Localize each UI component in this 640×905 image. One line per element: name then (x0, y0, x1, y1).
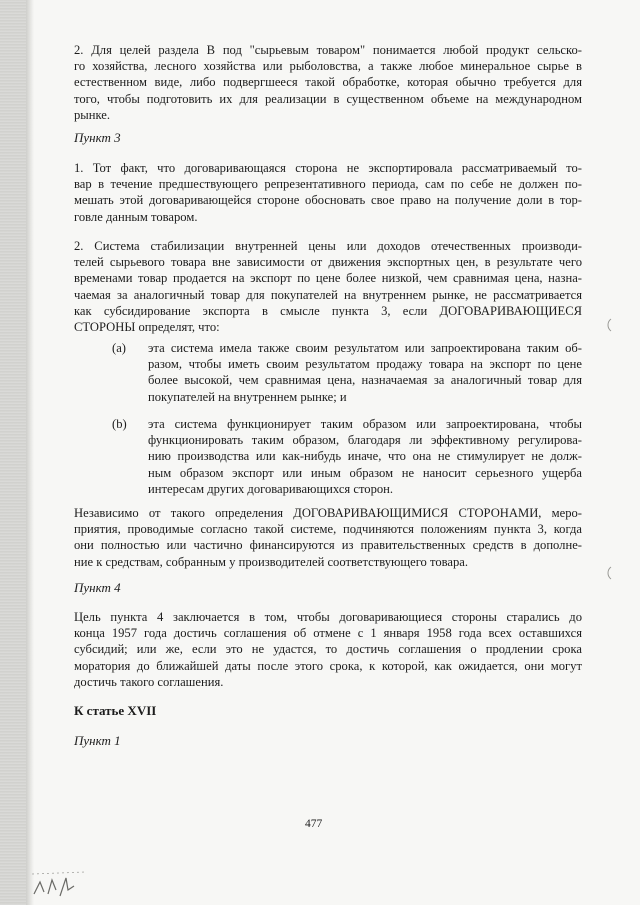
text-line: более высокой, чем сравнимая цена, назначаемая за аналогичный товар для (148, 373, 582, 388)
text-line: рынке. (74, 107, 111, 122)
text-line: эта система имела также своим результатом или запроектирована таким об- (148, 341, 582, 355)
handwritten-note-icon (30, 860, 90, 900)
text-line: 1. Тот факт, что договаривающаяся сторона не экспортировала рассматриваемый то- (74, 161, 582, 175)
text-line: интересам других договаривающихся сторон. (148, 481, 394, 496)
heading-point-3: Пункт 3 (74, 130, 121, 145)
paragraph-raw-commodity (74, 42, 582, 123)
text-line: достичь такого соглашения. (74, 674, 224, 689)
text-line: приятия, проводимые согласно такой системе, подчиняются положениям пункта 3, когда (74, 522, 582, 537)
text-line: 2. Система стабилизации внутренней цены или доходов отечественных производи- (74, 239, 582, 253)
text-line: СТОРОНЫ определят, что: (74, 320, 220, 335)
heading-point-4: Пункт 4 (74, 580, 121, 595)
paragraph-point4 (74, 609, 582, 690)
text-line: временами товар продается на экспорт по цене более низкой, чем сравнимая цена, назна- (74, 271, 582, 286)
text-line: моратория до ближайшей даты после этого срока, к которой, как ожидается, они могут (74, 658, 582, 673)
scan-mark (604, 318, 614, 332)
text-line: того, чтобы подготовить их для реализации в существенном объеме на международном (74, 91, 582, 106)
text-line: конца 1957 года достичь соглашения об отмене с 1 января 1958 года всех оставшихся (74, 626, 582, 641)
page-number: 477 (305, 818, 323, 830)
text-line: естественном виде, либо подвергшееся такой обработке, которая обычно требуется для (74, 75, 582, 90)
text-line: эта система функционирует таким образом или запроектирована, чтобы (148, 417, 582, 431)
item-a-label: (a) (112, 341, 126, 355)
text-line: го хозяйства, лесного хозяйства или рыболовства, а также любое минеральное сырье в (74, 59, 582, 74)
text-line: телей сырьевого товара вне зависимости от движения экспортных цен, в результате чего (74, 255, 582, 270)
paragraph-independently (74, 505, 582, 570)
text-line: Независимо от такого определения ДОГОВАРИВАЮЩИМИСЯ СТОРОНАМИ, меро- (74, 506, 582, 520)
scan-shadow (26, 0, 34, 905)
text-line: ние к средствам, собранным у производителей соответствующего товара. (74, 554, 469, 569)
text-line: мешать этой договаривающейся стороне обосновать свое право на получение доли в тор- (74, 193, 582, 208)
heading-article-17: К статье XVII (74, 703, 157, 718)
text-line: ным образом экспорт или иным образом не наносит серьезного ущерба (148, 465, 582, 480)
item-b-text (148, 416, 582, 497)
scan-mark (604, 566, 614, 580)
text-line: покупателей на внутреннем рынке; и (148, 389, 347, 404)
text-line: вар в течение предшествующего репрезентативного периода, сам по себе не должен по- (74, 177, 582, 192)
text-line: как субсидирование экспорта в смысле пункта 3, если ДОГОВАРИВАЮЩИЕСЯ (74, 303, 582, 318)
text-line: 2. Для целей раздела В под "сырьевым товаром" понимается любой продукт сельско- (74, 43, 582, 57)
text-line: разом, чтобы иметь своим результатом продажу товара на экспорт по цене (148, 357, 582, 372)
text-line: субсидий; или же, если это не удастся, то достичь соглашения о продлении срока (74, 642, 582, 657)
paragraph-point3-1 (74, 160, 582, 225)
text-line: чаемая за аналогичный товар для покупателей на внутреннем рынке, не рассматривается (74, 287, 582, 302)
item-b-label: (b) (112, 417, 127, 431)
text-line: функционировать таким образом, благодаря ли эффективному регулирова- (148, 433, 582, 448)
heading-point-1: Пункт 1 (74, 733, 121, 748)
text-line: Цель пункта 4 заключается в том, чтобы договаривающиеся стороны старались до (74, 610, 582, 624)
text-line: они полностью или частично финансируются из правительственных средств в дополне- (74, 538, 582, 553)
item-a-text (148, 340, 582, 405)
paragraph-point3-2 (74, 238, 582, 335)
text-line: нию производства или как-нибудь иначе, что она не стимулирует не долж- (148, 449, 582, 464)
text-line: говле данным товаром. (74, 209, 198, 224)
scan-binding-edge (0, 0, 26, 905)
